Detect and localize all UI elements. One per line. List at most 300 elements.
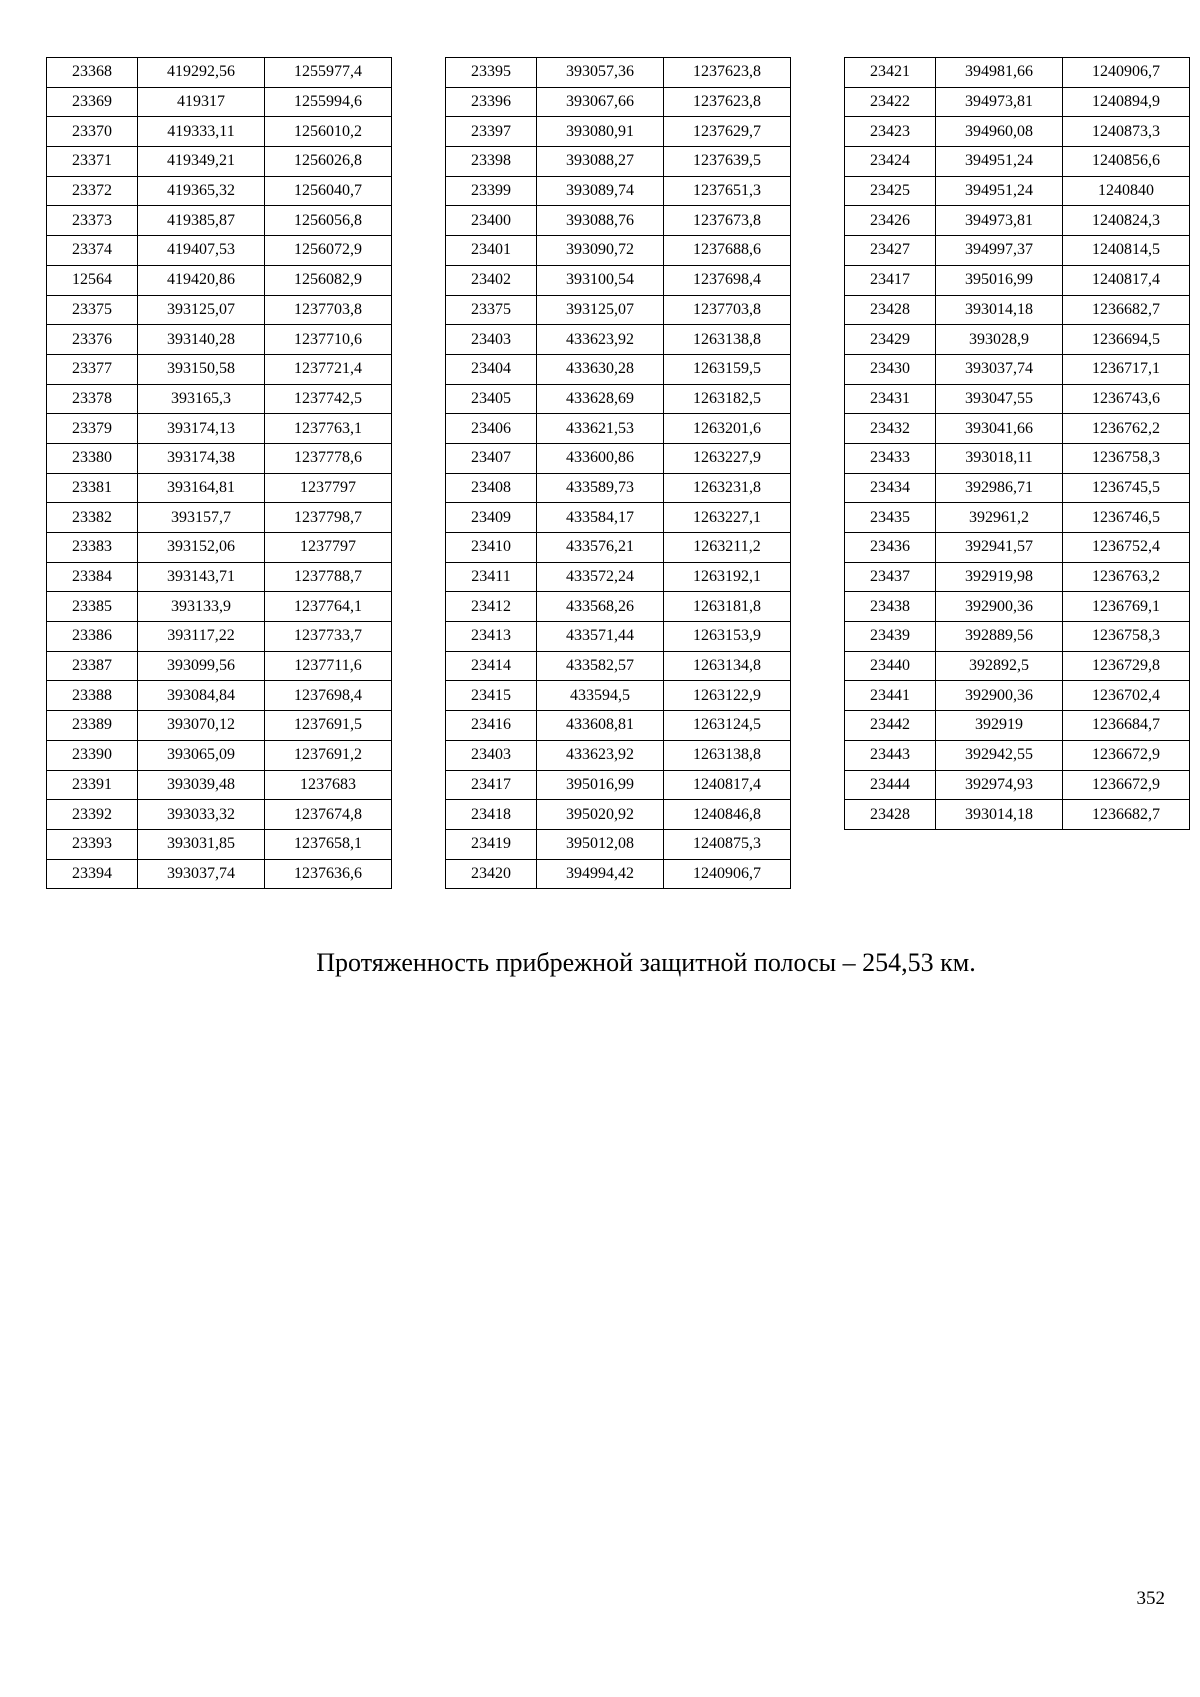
y-coordinate-cell: 1237711,6 [265,651,392,681]
x-coordinate-cell: 395016,99 [537,770,664,800]
point-id-cell: 23421 [845,58,936,88]
x-coordinate-cell: 393031,85 [138,829,265,859]
x-coordinate-cell: 393033,32 [138,800,265,830]
y-coordinate-cell: 1237798,7 [265,503,392,533]
table-row [446,325,791,355]
x-coordinate-cell: 393150,58 [138,354,265,384]
point-id-cell: 23427 [845,236,936,266]
y-coordinate-cell: 1263192,1 [664,562,791,592]
table-row [446,829,791,859]
table-row [845,265,1190,295]
point-id-cell: 23391 [47,770,138,800]
point-id-cell: 23403 [446,325,537,355]
coordinates-table-3 [844,57,1190,830]
point-id-cell: 23417 [845,265,936,295]
table-row [47,117,392,147]
table-row [446,651,791,681]
x-coordinate-cell: 393018,11 [936,443,1063,473]
y-coordinate-cell: 1236746,5 [1063,503,1190,533]
y-coordinate-cell: 1237721,4 [265,354,392,384]
y-coordinate-cell: 1237698,4 [265,681,392,711]
y-coordinate-cell: 1237742,5 [265,384,392,414]
point-id-cell: 23396 [446,87,537,117]
point-id-cell: 23390 [47,740,138,770]
y-coordinate-cell: 1236694,5 [1063,325,1190,355]
y-coordinate-cell: 1237623,8 [664,58,791,88]
table-row [47,384,392,414]
table-row [845,473,1190,503]
point-id-cell: 23416 [446,711,537,741]
y-coordinate-cell: 1236702,4 [1063,681,1190,711]
x-coordinate-cell: 393090,72 [537,236,664,266]
x-coordinate-cell: 393088,76 [537,206,664,236]
y-coordinate-cell: 1237691,2 [265,740,392,770]
x-coordinate-cell: 394973,81 [936,206,1063,236]
y-coordinate-cell: 1237688,6 [664,236,791,266]
table-row [446,206,791,236]
point-id-cell: 23436 [845,533,936,563]
table-row [446,236,791,266]
x-coordinate-cell: 419349,21 [138,147,265,177]
y-coordinate-cell: 1236672,9 [1063,740,1190,770]
table-row [47,859,392,889]
table-row [446,414,791,444]
y-coordinate-cell: 1237651,3 [664,176,791,206]
table-row [47,562,392,592]
y-coordinate-cell: 1263227,9 [664,443,791,473]
point-id-cell: 23432 [845,414,936,444]
y-coordinate-cell: 1240840 [1063,176,1190,206]
y-coordinate-cell: 1263153,9 [664,622,791,652]
x-coordinate-cell: 393174,13 [138,414,265,444]
page-number: 352 [1136,1588,1165,1609]
table-row [446,770,791,800]
point-id-cell: 23424 [845,147,936,177]
x-coordinate-cell: 393014,18 [936,295,1063,325]
x-coordinate-cell: 393014,18 [936,800,1063,830]
x-coordinate-cell: 392919,98 [936,562,1063,592]
y-coordinate-cell: 1240906,7 [664,859,791,889]
y-coordinate-cell: 1236758,3 [1063,622,1190,652]
point-id-cell: 23394 [47,859,138,889]
y-coordinate-cell: 1236682,7 [1063,800,1190,830]
point-id-cell: 23393 [47,829,138,859]
table-row [845,443,1190,473]
table-row [446,117,791,147]
y-coordinate-cell: 1256026,8 [265,147,392,177]
y-coordinate-cell: 1237674,8 [265,800,392,830]
x-coordinate-cell: 393100,54 [537,265,664,295]
point-id-cell: 23430 [845,354,936,384]
point-id-cell: 23413 [446,622,537,652]
x-coordinate-cell: 393117,22 [138,622,265,652]
x-coordinate-cell: 392986,71 [936,473,1063,503]
point-id-cell: 23388 [47,681,138,711]
table-row [47,503,392,533]
y-coordinate-cell: 1236763,2 [1063,562,1190,592]
table-row [47,651,392,681]
table-row [446,58,791,88]
x-coordinate-cell: 393037,74 [936,354,1063,384]
point-id-cell: 23441 [845,681,936,711]
point-id-cell: 23369 [47,87,138,117]
x-coordinate-cell: 433608,81 [537,711,664,741]
point-id-cell: 23377 [47,354,138,384]
y-coordinate-cell: 1237623,8 [664,87,791,117]
x-coordinate-cell: 392889,56 [936,622,1063,652]
point-id-cell: 23370 [47,117,138,147]
x-coordinate-cell: 419407,53 [138,236,265,266]
point-id-cell: 23401 [446,236,537,266]
y-coordinate-cell: 1236672,9 [1063,770,1190,800]
point-id-cell: 23375 [446,295,537,325]
x-coordinate-cell: 392919 [936,711,1063,741]
x-coordinate-cell: 393140,28 [138,325,265,355]
y-coordinate-cell: 1240824,3 [1063,206,1190,236]
x-coordinate-cell: 393080,91 [537,117,664,147]
x-coordinate-cell: 419385,87 [138,206,265,236]
point-id-cell: 23386 [47,622,138,652]
y-coordinate-cell: 1263138,8 [664,740,791,770]
table-row [47,176,392,206]
point-id-cell: 23398 [446,147,537,177]
y-coordinate-cell: 1263134,8 [664,651,791,681]
point-id-cell: 23423 [845,117,936,147]
x-coordinate-cell: 433576,21 [537,533,664,563]
table-row [446,711,791,741]
point-id-cell: 23444 [845,770,936,800]
point-id-cell: 23431 [845,384,936,414]
point-id-cell: 23372 [47,176,138,206]
x-coordinate-cell: 393125,07 [138,295,265,325]
table-row [446,800,791,830]
table-row [47,800,392,830]
y-coordinate-cell: 1237683 [265,770,392,800]
x-coordinate-cell: 393164,81 [138,473,265,503]
table-row [47,354,392,384]
table-row [47,592,392,622]
y-coordinate-cell: 1255994,6 [265,87,392,117]
point-id-cell: 23428 [845,295,936,325]
table-row [446,295,791,325]
point-id-cell: 23384 [47,562,138,592]
y-coordinate-cell: 1236752,4 [1063,533,1190,563]
x-coordinate-cell: 392941,57 [936,533,1063,563]
point-id-cell: 23426 [845,206,936,236]
y-coordinate-cell: 1237710,6 [265,325,392,355]
y-coordinate-cell: 1237673,8 [664,206,791,236]
table-row [845,533,1190,563]
x-coordinate-cell: 393041,66 [936,414,1063,444]
table-row [446,503,791,533]
point-id-cell: 23408 [446,473,537,503]
point-id-cell: 23406 [446,414,537,444]
y-coordinate-cell: 1263138,8 [664,325,791,355]
x-coordinate-cell: 395016,99 [936,265,1063,295]
table-row [47,206,392,236]
point-id-cell: 23439 [845,622,936,652]
y-coordinate-cell: 1237778,6 [265,443,392,473]
x-coordinate-cell: 394960,08 [936,117,1063,147]
table-row [446,622,791,652]
x-coordinate-cell: 393088,27 [537,147,664,177]
y-coordinate-cell: 1236758,3 [1063,443,1190,473]
x-coordinate-cell: 433628,69 [537,384,664,414]
point-id-cell: 23400 [446,206,537,236]
point-id-cell: 23407 [446,443,537,473]
y-coordinate-cell: 1236745,5 [1063,473,1190,503]
point-id-cell: 23375 [47,295,138,325]
y-coordinate-cell: 1240873,3 [1063,117,1190,147]
x-coordinate-cell: 433623,92 [537,740,664,770]
table-row [845,236,1190,266]
point-id-cell: 23403 [446,740,537,770]
x-coordinate-cell: 419333,11 [138,117,265,147]
x-coordinate-cell: 395012,08 [537,829,664,859]
point-id-cell: 23414 [446,651,537,681]
table-row [47,770,392,800]
point-id-cell: 23378 [47,384,138,414]
x-coordinate-cell: 393125,07 [537,295,664,325]
x-coordinate-cell: 393065,09 [138,740,265,770]
point-id-cell: 23422 [845,87,936,117]
y-coordinate-cell: 1263231,8 [664,473,791,503]
y-coordinate-cell: 1240894,9 [1063,87,1190,117]
table-row [47,711,392,741]
y-coordinate-cell: 1263122,9 [664,681,791,711]
x-coordinate-cell: 419317 [138,87,265,117]
table-row [446,87,791,117]
y-coordinate-cell: 1240814,5 [1063,236,1190,266]
point-id-cell: 23382 [47,503,138,533]
y-coordinate-cell: 1237733,7 [265,622,392,652]
table-row [446,147,791,177]
point-id-cell: 23389 [47,711,138,741]
x-coordinate-cell: 393143,71 [138,562,265,592]
point-id-cell: 23440 [845,651,936,681]
table-row [845,562,1190,592]
y-coordinate-cell: 1263159,5 [664,354,791,384]
y-coordinate-cell: 1256072,9 [265,236,392,266]
table-row [446,176,791,206]
table-row [47,622,392,652]
x-coordinate-cell: 419420,86 [138,265,265,295]
y-coordinate-cell: 1263201,6 [664,414,791,444]
point-id-cell: 23437 [845,562,936,592]
table-row [446,443,791,473]
y-coordinate-cell: 1263182,5 [664,384,791,414]
y-coordinate-cell: 1240846,8 [664,800,791,830]
x-coordinate-cell: 393133,9 [138,592,265,622]
table-row [446,681,791,711]
x-coordinate-cell: 433589,73 [537,473,664,503]
y-coordinate-cell: 1263227,1 [664,503,791,533]
table-row [446,533,791,563]
y-coordinate-cell: 1237788,7 [265,562,392,592]
table-row [845,147,1190,177]
x-coordinate-cell: 392892,5 [936,651,1063,681]
point-id-cell: 23418 [446,800,537,830]
y-coordinate-cell: 1236769,1 [1063,592,1190,622]
y-coordinate-cell: 1240856,6 [1063,147,1190,177]
y-coordinate-cell: 1240906,7 [1063,58,1190,88]
table-row [845,117,1190,147]
table-row [845,800,1190,830]
table-row [446,354,791,384]
y-coordinate-cell: 1236743,6 [1063,384,1190,414]
x-coordinate-cell: 392900,36 [936,592,1063,622]
y-coordinate-cell: 1256040,7 [265,176,392,206]
x-coordinate-cell: 433630,28 [537,354,664,384]
x-coordinate-cell: 433600,86 [537,443,664,473]
x-coordinate-cell: 393174,38 [138,443,265,473]
table-row [845,711,1190,741]
table-row [845,681,1190,711]
y-coordinate-cell: 1240817,4 [1063,265,1190,295]
y-coordinate-cell: 1240817,4 [664,770,791,800]
point-id-cell: 23399 [446,176,537,206]
x-coordinate-cell: 393157,7 [138,503,265,533]
point-id-cell: 23434 [845,473,936,503]
table-row [47,414,392,444]
point-id-cell: 23395 [446,58,537,88]
table-row [845,206,1190,236]
x-coordinate-cell: 393089,74 [537,176,664,206]
table-row [446,473,791,503]
x-coordinate-cell: 393057,36 [537,58,664,88]
table-row [47,265,392,295]
y-coordinate-cell: 1237639,5 [664,147,791,177]
x-coordinate-cell: 393028,9 [936,325,1063,355]
table-row [47,829,392,859]
table-row [845,592,1190,622]
x-coordinate-cell: 394951,24 [936,176,1063,206]
table-row [845,770,1190,800]
x-coordinate-cell: 394994,42 [537,859,664,889]
point-id-cell: 23411 [446,562,537,592]
y-coordinate-cell: 1237763,1 [265,414,392,444]
table-row [47,58,392,88]
y-coordinate-cell: 1237797 [265,533,392,563]
y-coordinate-cell: 1255977,4 [265,58,392,88]
y-coordinate-cell: 1237691,5 [265,711,392,741]
x-coordinate-cell: 394981,66 [936,58,1063,88]
x-coordinate-cell: 393039,48 [138,770,265,800]
point-id-cell: 23405 [446,384,537,414]
point-id-cell: 23392 [47,800,138,830]
point-id-cell: 23376 [47,325,138,355]
table-row [845,354,1190,384]
point-id-cell: 23385 [47,592,138,622]
table-row [845,87,1190,117]
point-id-cell: 23420 [446,859,537,889]
x-coordinate-cell: 433621,53 [537,414,664,444]
y-coordinate-cell: 1236729,8 [1063,651,1190,681]
table-row [446,740,791,770]
point-id-cell: 23417 [446,770,537,800]
x-coordinate-cell: 394951,24 [936,147,1063,177]
x-coordinate-cell: 393152,06 [138,533,265,563]
point-id-cell: 23415 [446,681,537,711]
y-coordinate-cell: 1237658,1 [265,829,392,859]
x-coordinate-cell: 393084,84 [138,681,265,711]
y-coordinate-cell: 1263181,8 [664,592,791,622]
table-row [47,147,392,177]
point-id-cell: 23387 [47,651,138,681]
y-coordinate-cell: 1237629,7 [664,117,791,147]
point-id-cell: 23435 [845,503,936,533]
point-id-cell: 23443 [845,740,936,770]
table-row [845,176,1190,206]
point-id-cell: 23438 [845,592,936,622]
table-row [446,384,791,414]
table-row [47,533,392,563]
x-coordinate-cell: 393070,12 [138,711,265,741]
x-coordinate-cell: 393099,56 [138,651,265,681]
table-row [845,414,1190,444]
coordinates-table-2 [445,57,791,889]
point-id-cell: 12564 [47,265,138,295]
y-coordinate-cell: 1236682,7 [1063,295,1190,325]
x-coordinate-cell: 433584,17 [537,503,664,533]
table-row [845,384,1190,414]
point-id-cell: 23433 [845,443,936,473]
y-coordinate-cell: 1256082,9 [265,265,392,295]
point-id-cell: 23419 [446,829,537,859]
point-id-cell: 23379 [47,414,138,444]
coordinates-table-1 [46,57,392,889]
y-coordinate-cell: 1237797 [265,473,392,503]
x-coordinate-cell: 393037,74 [138,859,265,889]
x-coordinate-cell: 394973,81 [936,87,1063,117]
point-id-cell: 23409 [446,503,537,533]
point-id-cell: 23380 [47,443,138,473]
x-coordinate-cell: 392900,36 [936,681,1063,711]
point-id-cell: 23404 [446,354,537,384]
point-id-cell: 23381 [47,473,138,503]
point-id-cell: 23374 [47,236,138,266]
y-coordinate-cell: 1236684,7 [1063,711,1190,741]
y-coordinate-cell: 1237703,8 [664,295,791,325]
table-row [845,58,1190,88]
table-row [47,740,392,770]
point-id-cell: 23410 [446,533,537,563]
y-coordinate-cell: 1237703,8 [265,295,392,325]
x-coordinate-cell: 433594,5 [537,681,664,711]
y-coordinate-cell: 1256056,8 [265,206,392,236]
table-row [845,651,1190,681]
x-coordinate-cell: 394997,37 [936,236,1063,266]
x-coordinate-cell: 392942,55 [936,740,1063,770]
x-coordinate-cell: 393047,55 [936,384,1063,414]
y-coordinate-cell: 1263211,2 [664,533,791,563]
x-coordinate-cell: 433572,24 [537,562,664,592]
x-coordinate-cell: 419292,56 [138,58,265,88]
y-coordinate-cell: 1237636,6 [265,859,392,889]
x-coordinate-cell: 433571,44 [537,622,664,652]
point-id-cell: 23371 [47,147,138,177]
point-id-cell: 23412 [446,592,537,622]
x-coordinate-cell: 433568,26 [537,592,664,622]
table-row [845,622,1190,652]
x-coordinate-cell: 419365,32 [138,176,265,206]
x-coordinate-cell: 393067,66 [537,87,664,117]
table-row [845,740,1190,770]
table-row [446,859,791,889]
table-row [845,325,1190,355]
x-coordinate-cell: 433582,57 [537,651,664,681]
y-coordinate-cell: 1256010,2 [265,117,392,147]
